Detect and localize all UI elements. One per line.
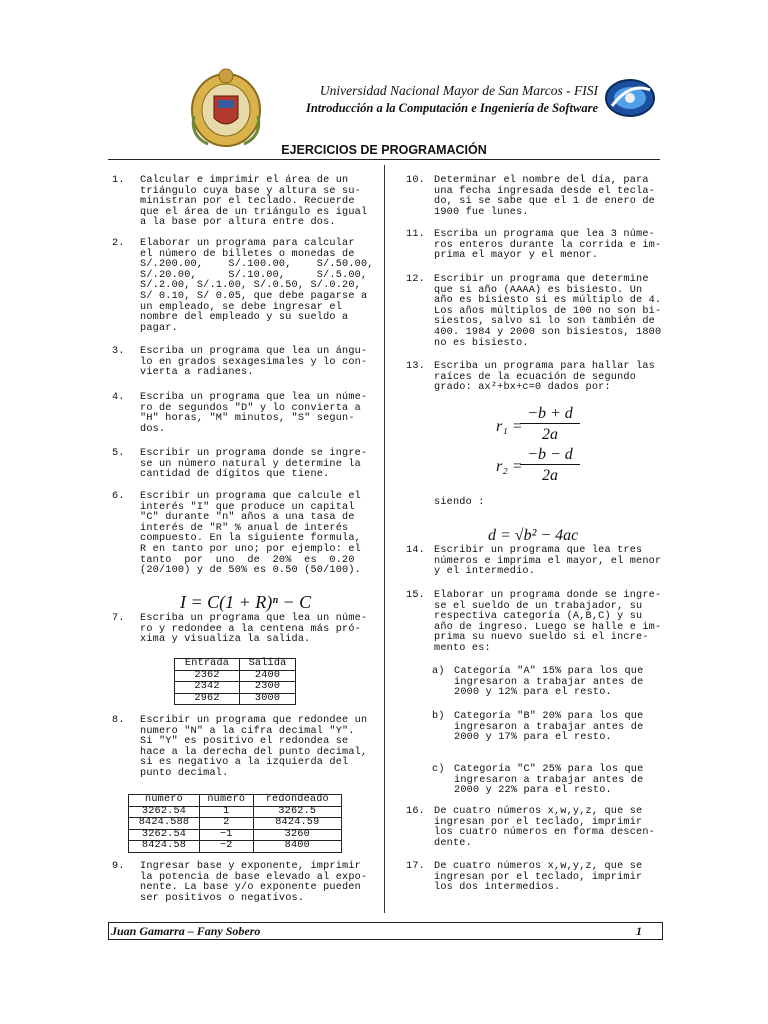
table-header: Entrada <box>175 659 240 671</box>
r2-label: r₂ = <box>496 458 523 475</box>
footer-authors: Juan Gamarra – Fany Sobero <box>111 924 261 938</box>
exercise-number: 2. <box>112 238 125 249</box>
exercise-number: 5. <box>112 448 125 459</box>
r1-numerator: −b + d <box>520 405 580 424</box>
table-cell: 3262.54 <box>129 806 200 818</box>
exercise-text: Escribir un programa que lea tres números e imprima el mayor, el menor y el intermedio. <box>434 545 662 578</box>
table-cell: 2400 <box>240 670 296 682</box>
table-cell: 2 <box>200 818 254 830</box>
table-cell: 3262.54 <box>129 829 200 841</box>
table-cell: 1 <box>200 806 254 818</box>
course-name: Introducción a la Computación e Ingeniería de Software <box>305 101 598 115</box>
table-cell: 2300 <box>240 682 296 694</box>
exercise-text: Escriba un programa que lea un núme- ro de segundos "D" y lo convierta a "H" horas, "M" minutos, "S" segun- dos. <box>140 392 368 435</box>
exercise-text: Ingresar base y exponente, imprimir la potencia de base elevado al expo- nente. La base y/o exponente pueden ser positivos o negativos. <box>140 861 368 904</box>
table-cell: 2362 <box>175 670 240 682</box>
r2-numerator: −b − d <box>520 446 580 465</box>
exercise-number: 7. <box>112 613 125 624</box>
table-cell: 8424.59 <box>253 818 341 830</box>
exercise-text: Escriba un programa para hallar las raíces de la ecuación de segundo grado: ax²+bx+c=0 dados por: <box>434 361 655 394</box>
exercise-number: a) <box>432 666 445 677</box>
table-cell: 8400 <box>253 841 341 853</box>
table-cell: 8424.588 <box>129 818 200 830</box>
interest-formula: I = C(1 + R)ⁿ − C <box>180 592 312 612</box>
exercise-number: b) <box>432 711 445 722</box>
r1-denominator: 2a <box>542 426 558 443</box>
table-header: redondeado <box>253 795 341 807</box>
university-crest-logo <box>188 66 264 150</box>
table-cell: 3260 <box>253 829 341 841</box>
exercise-text: Categoría "A" 15% para los que ingresaron a trabajar antes de 2000 y 12% para el resto. <box>454 666 644 699</box>
exercise-number: 11. <box>406 229 425 240</box>
title-divider <box>108 159 660 160</box>
exercise-text: Escriba un programa que lea 3 núme- ros enteros durante la corrida e im- prima el mayor y el menor. <box>434 229 662 262</box>
table-row <box>129 829 342 841</box>
exercise-text: Escriba un programa que lea un núme- ro y redondee a la centena más pró- xima y visualiza la salida. <box>140 613 368 646</box>
exercise-text: Escriba un programa que lea un ángu- lo en grados sexagesimales y lo con- vierta a radianes. <box>140 346 368 379</box>
exercise-number: 1. <box>112 175 125 186</box>
page-footer <box>108 922 663 940</box>
exercise-text: Determinar el nombre del día, para una fecha ingresada desde el tecla- do, si se sabe que el 1 de enero de 1900 fue lunes. <box>434 175 655 218</box>
table-header: numero <box>129 795 200 807</box>
table-row <box>129 818 342 830</box>
exercise-number: 12. <box>406 274 425 285</box>
table-row <box>129 806 342 818</box>
table-row <box>129 841 342 853</box>
table-cell: 3262.5 <box>253 806 341 818</box>
exercise-number: c) <box>432 764 445 775</box>
table-cell: −2 <box>200 841 254 853</box>
column-divider <box>384 165 385 913</box>
page-title: EJERCICIOS DE PROGRAMACIÓN <box>281 143 487 157</box>
table-row <box>175 682 296 694</box>
exercise-number: 14. <box>406 545 425 556</box>
r2-denominator: 2a <box>542 467 558 484</box>
exercise-text: Escribir un programa que calcule el interés "I" que produce un capital "C" durante "n" años a una tasa de interés de "R" % anual de interés compuesto. En la siguiente formula, R en tanto por uno; por ejemplo: el tanto por uno de 20% es 0.20 (20/100) y de 50% es 0.50 (50/100). <box>140 491 361 577</box>
table-cell: 2962 <box>175 693 240 705</box>
exercise-text: Escribir un programa que redondee un numero "N" a la cifra decimal "Y". Si "Y" es positivo el redondea se hace a la derecha del punto decimal, si es negativo a la izquierda del punto decimal. <box>140 715 368 779</box>
exercise-number: 4. <box>112 392 125 403</box>
discriminant-formula: d = √b² − 4ac <box>488 527 579 544</box>
rounding-table <box>174 658 296 705</box>
table-row <box>175 693 296 705</box>
exercise-number: 13. <box>406 361 425 372</box>
exercise-number: 17. <box>406 861 425 872</box>
table-cell: 8424.58 <box>129 841 200 853</box>
exercise-text: Categoría "B" 20% para los que ingresaron a trabajar antes de 2000 y 17% para el resto. <box>454 711 644 744</box>
table-header: Salida <box>240 659 296 671</box>
table-cell: 2342 <box>175 682 240 694</box>
exercise-number: 3. <box>112 346 125 357</box>
table-row <box>175 670 296 682</box>
page-number: 1 <box>636 924 642 938</box>
exercise-number: 15. <box>406 590 425 601</box>
exercise-text: De cuatro números x,w,y,z, que se ingresan por el teclado, imprimir los dos intermedios. <box>434 861 643 894</box>
decimal-rounding-table <box>128 794 342 853</box>
exercise-text: Categoría "C" 25% para los que ingresaron a trabajar antes de 2000 y 22% para el resto. <box>454 764 644 797</box>
table-cell: 3000 <box>240 693 296 705</box>
fisi-logo <box>604 76 656 118</box>
exercise-text: Elaborar un programa donde se ingre- se el sueldo de un trabajador, su respectiva categoría (A,B,C) y su año de ingreso. Luego se halle e im- prima su nuevo sueldo si el incre- mento es: <box>434 590 662 654</box>
table-cell: −1 <box>200 829 254 841</box>
exercise-text: De cuatro números x,w,y,z, que se ingresan por el teclado, imprimir los cuatro números en forma descen- dente. <box>434 806 655 849</box>
exercise-text: Escribir un programa donde se ingre- se un número natural y determine la cantidad de dígitos que tiene. <box>140 448 368 481</box>
university-name: Universidad Nacional Mayor de San Marcos - FISI <box>319 83 598 98</box>
table-header: numero <box>200 795 254 807</box>
r1-label: r₁ = <box>496 418 523 435</box>
exercise-number: 6. <box>112 491 125 502</box>
exercise-number: 8. <box>112 715 125 726</box>
exercise-number: 16. <box>406 806 425 817</box>
exercise-text: Elaborar un programa para calcular el número de billetes o monedas de S/.200.00, S/.100.00, S/.50.00, S/.20.00, S/.10.00, S/.5.00, S/.2.00, S/.1.00, S/.0.50, S/.0.20, S/ 0.10, S/ 0.05, que debe pagarse a un empleado, se debe ingresar el nombre del empleado y su sueldo a pagar. <box>140 238 374 334</box>
siendo-label: siendo : <box>434 497 485 508</box>
exercise-text: Calcular e imprimir el área de un triángulo cuya base y altura se su- ministran por el teclado. Recuerde que el área de un triángulo es igual a la base por altura entre dos. <box>140 175 368 229</box>
exercise-text: Escribir un programa que determine que si año (AAAA) es bisiesto. Un año es bisiesto si es múltiplo de 4. Los años múltiplos de 100 no son bi- siestos, salvo si lo son también de 400. 1984 y 2000 son bisiestos, 1800 no es bisiesto. <box>434 274 662 349</box>
exercise-number: 9. <box>112 861 125 872</box>
exercise-number: 10. <box>406 175 425 186</box>
